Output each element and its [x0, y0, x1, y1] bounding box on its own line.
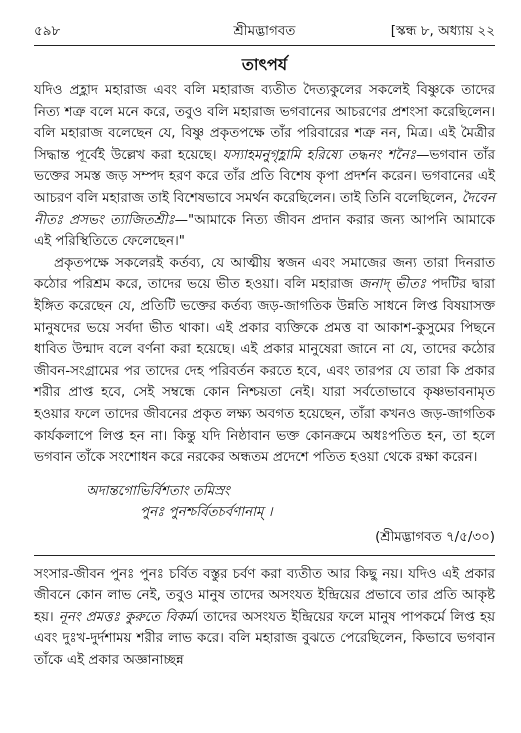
purport-paragraph-2 [34, 253, 495, 469]
verse-line-1: অদান্তগোভির্বিশতাং তমিস্রং [86, 483, 230, 499]
para3-text-1: সংসার-জীবন পুনঃ পুনঃ চর্বিত বস্তুর চর্বণ করা ব্যতীত আর কিছু নয়। যদিও এই প্রকার জীবনে কোন লাভ নেই, তবুও মানুষ তাদের অসংযত ইন্দ্রিয়ের প্রভাবে তার প্রতি আকৃষ্ট হয়। [34, 566, 495, 625]
verse-line-2: পুনঃ পুনশ্চর্বিতচর্বণানাম্ । [140, 504, 273, 520]
para2-text-2: পদটির দ্বারা ইঙ্গিত করেছেন যে, প্রতিটি ভক্তের কর্তব্য জড়-জাগতিক উন্নতি সাধনে লিপ্ত বিষয়াসক্ত মানুষদের ভয়ে সর্বদা ভীত থাকা। এই প্রকার ব্যক্তিকে প্রমত্ত বা আকাশ-কুসুমের পিছনে ধাবিত উন্মাদ বলে বর্ণনা করা হয়েছে। এই প্রকার মানুষেরা জানে না যে, তাদের কঠোর জীবন-সংগ্রামের পর তাদের দেহ পরিবর্তন করতে হবে, এবং তারপর যে তারা কি প্রকার শরীর প্রাপ্ত হবে, সেই সম্বন্ধে কোন নিশ্চয়তা নেই। যারা সর্বতোভাবে কৃষ্ণভাবনামৃত হওয়ার ফলে তাদের জীবনের প্রকৃত লক্ষ্য অবগত হয়েছেন, তাঁরা কখনও জড়-জাগতিক কার্যকলাপে লিপ্ত হন না। কিন্তু যদি নিষ্ঠাবান ভক্ত কোনক্রমে অধঃপতিত হন, তা হলে ভগবান তাঁকে সংশোধন করে নরকের অন্ধতম প্রদেশে পতিত হওয়া থেকে রক্ষা করেন। [34, 277, 495, 466]
chapter-reference: [স্কন্ধ ৮, অধ্যায় ২২ [390, 23, 495, 39]
para2-sanskrit-1: জনাদ্ ভীতঃ [358, 277, 427, 293]
page-header [34, 20, 495, 42]
quoted-verse [86, 481, 495, 523]
header-rule [34, 45, 495, 46]
para1-text-1: যদিও প্রহ্লাদ মহারাজ এবং বলি মহারাজ ব্যতীত দৈত্যকুলের সকলেই বিষ্ণুকে তাদের নিত্য শত্রু বলে মনে করে, তবুও বলি মহারাজ ভগবানের আচরণের প্রশংসা করেছিলেন। বলি মহারাজ বলেছেন যে, বিষ্ণু প্রকৃতপক্ষে তাঁর পরিবারের শত্রু নন, মিত্র। এই মৈত্রীর সিদ্ধান্ত পূর্বেই উল্লেখ করা হয়েছে। [34, 83, 495, 163]
section-divider [34, 555, 495, 556]
para3-sanskrit-1: নূনং প্রমত্তঃ কুরুতে বিকর্ম [58, 609, 194, 625]
para3-text-2: । তাদের অসংযত ইন্দ্রিয়ের ফলে মানুষ পাপকর্মে লিপ্ত হয় এবং দুঃখ-দুর্দশাময় শরীর লাভ করে। বলি মহারাজ বুঝতে পেরেছিলেন, কিভাবে ভগবান তাঁকে এই প্রকার অজ্ঞানাচ্ছন্ন [34, 609, 495, 669]
para2-text-1: প্রকৃতপক্ষে সকলেরই কর্তব্য, যে আত্মীয় স্বজন এবং সমাজের জন্য তারা দিনরাত কঠোর পরিশ্রম করে, তাদের ভয়ে ভীত হওয়া। বলি মহারাজ [34, 255, 495, 293]
verse-reference: (শ্রীমদ্ভাগবত ৭/৫/৩০) [375, 529, 495, 545]
page-body [34, 52, 495, 672]
para1-sanskrit-1: যস্যাহমনুগৃহ্ণামি হরিষ্যে তদ্ধনং শনৈঃ [222, 147, 417, 163]
para1-text-2: —ভগবান তাঁর ভক্তের সমস্ত জড় সম্পদ হরণ করে তাঁর প্রতি বিশেষ কৃপা প্রদর্শন করেন। ভগবানের এই আচরণ বলি মহারাজ তাই বিশেষভাবে সমর্থন করেছিলেন। তাই তিনি বলেছিলেন, [34, 147, 495, 206]
purport-paragraph-1 [34, 80, 495, 253]
purport-heading: তাৎপর্য [241, 55, 288, 74]
para1-sanskrit-2: দৈবেন নীতঃ প্রসভং ত্যাজিতশ্রীঃ [34, 190, 495, 228]
purport-paragraph-3 [34, 564, 495, 672]
page-number: ৫৯৮ [34, 23, 61, 39]
para1-text-3: —"আমাকে নিত্য জীবন প্রদান করার জন্য আপনি আমাকে এই পরিস্থিতিতে ফেলেছেন।" [34, 212, 495, 250]
book-title: শ্রীমদ্ভাগবত [233, 23, 296, 39]
